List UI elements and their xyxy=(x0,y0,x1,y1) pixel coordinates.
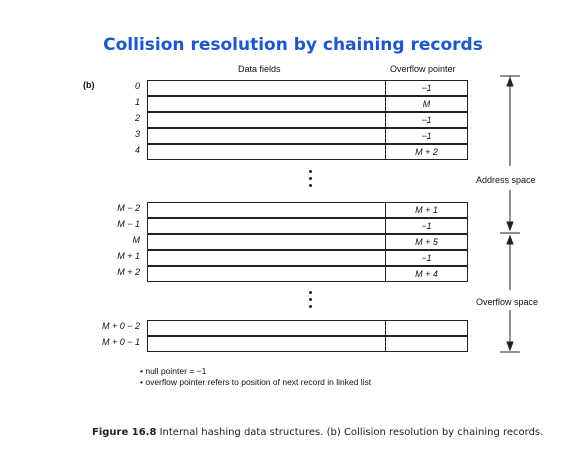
row-index: 3 xyxy=(134,129,140,139)
data-field-cell xyxy=(148,235,386,249)
pointer-cell: −1 xyxy=(421,115,432,125)
ellipsis-dots xyxy=(309,291,313,312)
data-field-cell xyxy=(148,251,386,265)
address-up-arrowhead xyxy=(507,78,513,86)
row-index: M + 0 − 1 xyxy=(101,337,140,347)
pointer-cell: M + 4 xyxy=(415,269,438,279)
table-row xyxy=(147,80,468,96)
overflow-pointer-header: Overflow pointer xyxy=(390,64,456,74)
pointer-cell: M + 2 xyxy=(415,147,438,157)
row-index: 2 xyxy=(134,113,140,123)
region-brackets xyxy=(490,70,530,360)
caption-text: Internal hashing data structures. (b) Collision resolution by chaining records. xyxy=(156,427,544,438)
table-row xyxy=(147,218,468,234)
data-field-cell xyxy=(148,337,386,351)
row-index: M − 2 xyxy=(117,203,140,213)
data-field-cell xyxy=(148,129,386,143)
table-row xyxy=(147,320,468,336)
table-row xyxy=(147,112,468,128)
table-row xyxy=(147,128,468,144)
data-field-cell xyxy=(148,219,386,233)
data-field-cell xyxy=(148,145,386,159)
data-field-cell xyxy=(148,203,386,217)
row-index: M + 1 xyxy=(117,251,140,261)
table-row xyxy=(147,96,468,112)
address-space-label: Address space xyxy=(476,175,536,185)
pointer-cell: −1 xyxy=(421,83,432,93)
data-field-cell xyxy=(148,321,386,335)
data-field-cell xyxy=(148,267,386,281)
data-field-cell xyxy=(148,81,386,95)
ellipsis-dots xyxy=(309,170,313,191)
table-row xyxy=(147,336,468,352)
address-down-arrowhead xyxy=(507,222,513,230)
row-index: M + 2 xyxy=(117,267,140,277)
pointer-cell xyxy=(386,321,467,335)
pointer-cell: −1 xyxy=(421,221,432,231)
data-field-cell xyxy=(148,97,386,111)
notes xyxy=(140,366,371,388)
overflow-down-arrowhead xyxy=(507,342,513,350)
row-index: M − 1 xyxy=(117,219,140,229)
pointer-cell: −1 xyxy=(421,131,432,141)
data-fields-header: Data fields xyxy=(238,64,281,74)
pointer-cell: M + 1 xyxy=(415,205,438,215)
caption-label: Figure 16.8 xyxy=(92,427,157,438)
pointer-cell xyxy=(386,337,467,351)
table-row xyxy=(147,144,468,160)
note-null-pointer: • null pointer = −1 xyxy=(140,366,207,376)
pointer-cell: M + 5 xyxy=(415,237,438,247)
row-index: M + 0 − 2 xyxy=(101,321,140,331)
figure-caption xyxy=(92,427,543,438)
row-index: 4 xyxy=(134,145,140,155)
part-label: (b) xyxy=(83,80,95,90)
diagram-title: Collision resolution by chaining records xyxy=(103,35,483,55)
row-index: 1 xyxy=(134,97,140,107)
overflow-space-label: Overflow space xyxy=(476,297,539,307)
table-row xyxy=(147,202,468,218)
note-overflow-pointer: • overflow pointer refers to position of next record in linked list xyxy=(140,377,372,387)
row-index: M xyxy=(132,235,140,245)
table-row xyxy=(147,233,468,250)
pointer-cell: M xyxy=(422,99,431,109)
row-index: 0 xyxy=(134,81,140,91)
pointer-cell: −1 xyxy=(421,253,432,263)
data-field-cell xyxy=(148,113,386,127)
table-row xyxy=(147,250,468,266)
table-row xyxy=(147,266,468,282)
